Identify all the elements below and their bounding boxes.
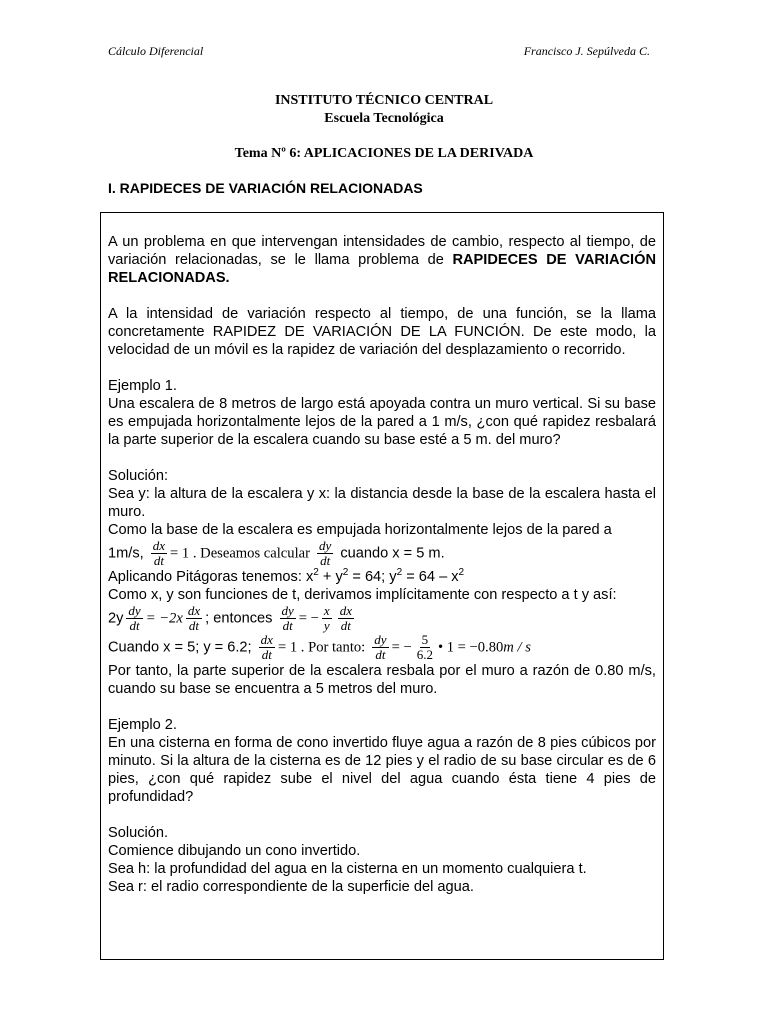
fraction-dy-dt: $\frac{dy}{dt}$ bbox=[281, 603, 294, 633]
example2-statement: En una cisterna en forma de cono invertido fluye agua a razón de 8 pies cúbicos por minuto. Si la altura de la cisterna es de 12 pies y el radio de su base circular es de 6 pies, ¿con qué rapidez sube el nivel del agua cuando ésta tiene 4 pies de profundidad? bbox=[108, 735, 656, 805]
fraction-dy-dt: $\frac{dy}{dt}$ bbox=[374, 632, 387, 662]
fraction-dy-dt: $\frac{dy}{dt}$ bbox=[128, 603, 141, 633]
example1-solution-label: Solución: bbox=[108, 468, 169, 484]
intro-bold-term: RAPIDECES DE VARIACIÓN RELACIONADAS. bbox=[108, 252, 656, 286]
school-title: Escuela Tecnológica bbox=[324, 111, 444, 126]
rate-prefix: 1m/s, bbox=[108, 545, 144, 562]
intro-text: A un problema en que intervengan intensidades de cambio, respecto al tiempo, de variación relacionadas, se le llama problema de bbox=[108, 234, 656, 268]
example2-step-2: Sea h: la profundidad del agua en la cisterna en un momento cualquiera t. bbox=[108, 861, 587, 877]
fraction-dx-dt: $\frac{dx}{dt}$ bbox=[339, 603, 352, 633]
rate-mid: = 1 . Deseamos calcular bbox=[170, 545, 310, 562]
example2-step-1: Comience dibujando un cono invertido. bbox=[108, 843, 361, 859]
fraction-dy-dt: $\frac{dy}{dt}$ bbox=[319, 538, 332, 568]
example1-conclusion: Por tanto, la parte superior de la escalera resbala por el muro a razón de 0.80 m/s, cuando su base se encuentra a 5 metros del muro. bbox=[108, 663, 656, 697]
example1-derivative-line: 2y $\frac{dy}{dt}$ = −2x $\frac{dx}{dt}$ ; entonces $\frac{dy}{dt}$ = − $\frac{x}{y}$ $\frac{dx}{dt}$ bbox=[108, 603, 352, 633]
intro-paragraph-2: A la intensidad de variación respecto al tiempo, de una función, se la llama concretamente RAPIDEZ DE VARIACIÓN DE LA FUNCIÓN. De este modo, la velocidad de un móvil es la rapidez de variación del desplazamiento o recorrido. bbox=[108, 306, 656, 358]
fraction-dx-dt: $\frac{dx}{dt}$ bbox=[187, 603, 201, 633]
fraction-x-y: $\frac{x}{y}$ bbox=[323, 603, 330, 633]
header-author: Francisco J. Sepúlveda C. bbox=[523, 44, 650, 58]
fraction-5-6.2: $\frac{5}{6.2}$ bbox=[416, 632, 433, 662]
example1-pythagoras: Aplicando Pitágoras tenemos: $x^2 + y^2 = 64$; $y^2 = 64 - x^2$ bbox=[108, 567, 465, 585]
example1-step-2: Como la base de la escalera es empujada horizontalmente lejos de la pared a bbox=[108, 522, 612, 538]
section-heading: I. RAPIDECES DE VARIACIÓN RELACIONADAS bbox=[108, 180, 423, 196]
content-box bbox=[100, 212, 664, 960]
rate-suffix: cuando x = 5 m. bbox=[340, 545, 445, 562]
topic-title: Tema Nº 6: APLICACIONES DE LA DERIVADA bbox=[234, 146, 534, 161]
fraction-dx-dt: $\frac{dx}{dt}$ bbox=[260, 632, 273, 662]
example1-step-1: Sea y: la altura de la escalera y x: la distancia desde la base de la escalera hasta el muro. bbox=[108, 486, 656, 520]
example1-evaluation-line: Cuando x = 5; y = 6.2; $\frac{dx}{dt}$ = 1 . Por tanto: $\frac{dy}{dt}$ = − $\frac{5}{6.2}$ • 1 = −0.80m / s bbox=[108, 632, 531, 662]
example2-solution-label: Solución. bbox=[108, 825, 169, 841]
fraction-dx-dt: $\frac{dx}{dt}$ bbox=[152, 538, 166, 568]
example2-step-3: Sea r: el radio correspondiente de la superficie del agua. bbox=[108, 879, 474, 895]
intro-paragraph-1 bbox=[108, 233, 656, 287]
header-course: Cálculo Diferencial bbox=[108, 44, 204, 58]
institution-title: INSTITUTO TÉCNICO CENTRAL bbox=[274, 93, 494, 108]
example1-rate-line bbox=[108, 539, 656, 568]
example1-step-4: Como x, y son funciones de t, derivamos implícitamente con respecto a t y así: bbox=[108, 587, 617, 603]
example1-title: Ejemplo 1. bbox=[108, 378, 177, 394]
example2-title: Ejemplo 2. bbox=[108, 717, 177, 733]
example1-statement: Una escalera de 8 metros de largo está apoyada contra un muro vertical. Si su base es empujada horizontalmente lejos de la pared a 1 m/s, ¿con qué rapidez resbalará la parte superior de la escalera cuando su base esté a 5 m. del muro? bbox=[108, 396, 656, 448]
running-header bbox=[108, 44, 650, 59]
